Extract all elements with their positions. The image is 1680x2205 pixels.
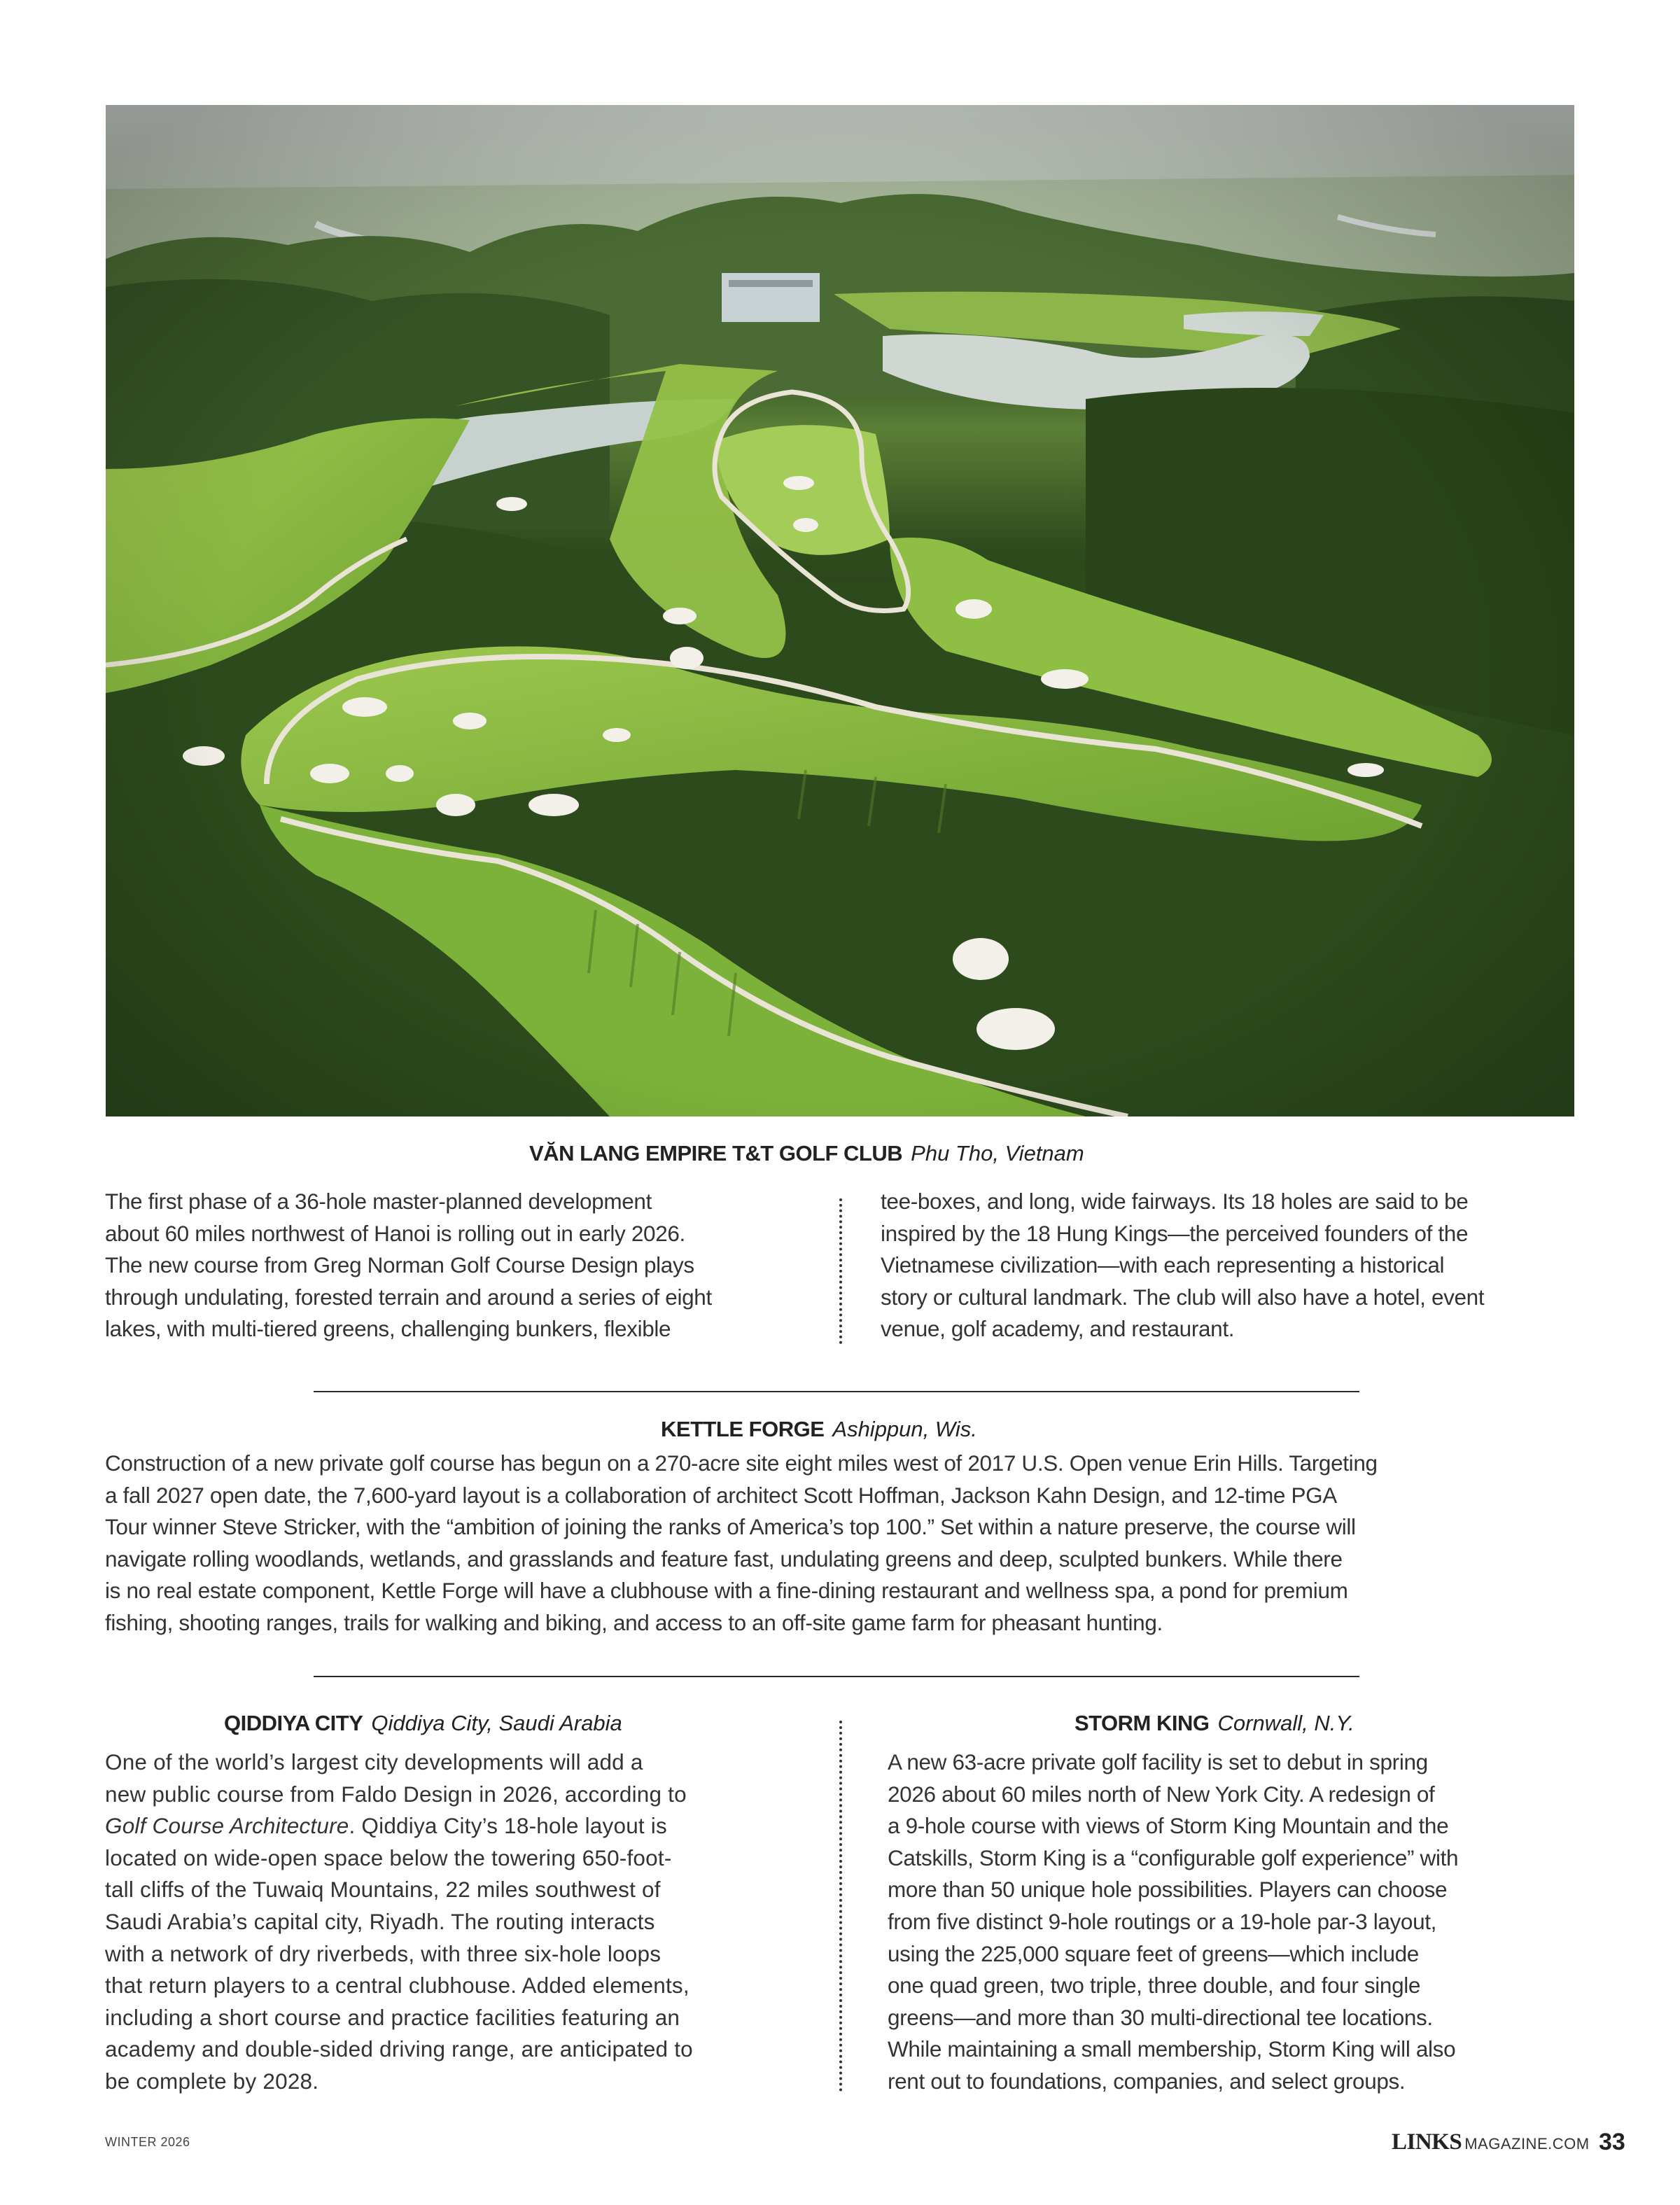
- page-number: 33: [1599, 2129, 1625, 2155]
- text-line: The new course from Greg Norman Golf Course Design plays: [105, 1252, 694, 1278]
- text-line: tall cliffs of the Tuwaiq Mountains, 22 miles southwest of: [105, 1877, 661, 1903]
- article-body-storm-king: [888, 1746, 1458, 2098]
- text-line: a 9-hole course with views of Storm King Mountain and the: [888, 1813, 1449, 1839]
- text-line: greens—and more than 30 multi-directional tee locations.: [888, 2004, 1433, 2030]
- course-name: VĂN LANG EMPIRE T&T GOLF CLUB: [529, 1141, 903, 1166]
- text-line: tee-boxes, and long, wide fairways. Its 18 holes are said to be: [881, 1189, 1469, 1214]
- text-line: about 60 miles northwest of Hanoi is rolling out in early 2026.: [105, 1220, 685, 1246]
- course-name: STORM KING: [1074, 1711, 1210, 1735]
- magazine-brand: [1392, 2129, 1590, 2155]
- text-line: The first phase of a 36-hole master-planned development: [105, 1189, 652, 1214]
- text-line: While maintaining a small membership, Storm King will also: [888, 2036, 1456, 2062]
- text-line: navigate rolling woodlands, wetlands, and grasslands and feature fast, undulating greens and deep, sculpted bunkers. While there: [105, 1546, 1343, 1572]
- publication-title: Golf Course Architecture: [105, 1813, 349, 1839]
- text-line: One of the world’s largest city developments will add a: [105, 1749, 643, 1774]
- text-line: through undulating, forested terrain and around a series of eight: [105, 1284, 712, 1310]
- issue-label: WINTER 2026: [105, 2135, 190, 2149]
- section-rule: [314, 1676, 1359, 1677]
- text-line: Saudi Arabia’s capital city, Riyadh. The routing interacts: [105, 1908, 655, 1934]
- text-line: Tour winner Steve Stricker, with the “ambition of joining the ranks of America’s top 100.” Set within a nature preserve, the course will: [105, 1514, 1356, 1540]
- text-line: that return players to a central clubhouse. Added elements,: [105, 1973, 690, 1998]
- text-line: from five distinct 9-hole routings or a 19-hole par-3 layout,: [888, 1908, 1437, 1934]
- text-line: a fall 2027 open date, the 7,600-yard layout is a collaboration of architect Scott Hoffman, Jackson Kahn Design, and 12-time PGA: [105, 1482, 1337, 1508]
- text-line: lakes, with multi-tiered greens, challenging bunkers, flexible: [105, 1316, 671, 1342]
- text-line: academy and double-sided driving range, are anticipated to: [105, 2036, 693, 2062]
- column-divider: [839, 1198, 842, 1344]
- text-line: is no real estate component, Kettle Forge will have a clubhouse with a fine-dining restaurant and wellness spa, a pond for premium: [105, 1578, 1348, 1604]
- text-line: using the 225,000 square feet of greens—which include: [888, 1940, 1419, 1966]
- text-line: more than 50 unique hole possibilities. Players can choose: [888, 1877, 1448, 1903]
- aerial-photo-illustration: [106, 105, 1574, 1116]
- column-divider: [839, 1721, 842, 2092]
- text-line: [105, 1810, 693, 1842]
- article-body-van-lang-col1: [105, 1186, 712, 1345]
- text-line: 2026 about 60 miles north of New York City. A redesign of: [888, 1781, 1435, 1807]
- article-body-qiddiya-city: [105, 1746, 693, 2098]
- text-line: Catskills, Storm King is a “configurable golf experience” with: [888, 1844, 1459, 1870]
- text-line: rent out to foundations, companies, and select groups.: [888, 2068, 1406, 2094]
- text-line: fishing, shooting ranges, trails for walking and biking, and access to an off-site game farm for pheasant hunting.: [105, 1609, 1163, 1635]
- text-line: new public course from Faldo Design in 2026, according to: [105, 1781, 687, 1807]
- text-line: with a network of dry riverbeds, with three six-hole loops: [105, 1940, 662, 1966]
- course-location: Qiddiya City, Saudi Arabia: [371, 1711, 622, 1735]
- article-heading-storm-king: [1074, 1709, 1354, 1737]
- article-heading-kettle-forge: [661, 1415, 977, 1443]
- text-line: located on wide-open space below the towering 650-foot-: [105, 1844, 672, 1870]
- brand-logo: LINKS: [1392, 2129, 1462, 2155]
- course-name: KETTLE FORGE: [661, 1417, 825, 1441]
- brand-site: MAGAZINE.COM: [1464, 2135, 1590, 2152]
- text-line: including a short course and practice facilities featuring an: [105, 2004, 680, 2030]
- text-fragment: . Qiddiya City’s 18-hole layout is: [349, 1813, 667, 1839]
- article-heading-van-lang: [529, 1140, 1084, 1168]
- section-rule: [314, 1391, 1359, 1392]
- text-line: Vietnamese civilization—with each representing a historical: [881, 1252, 1445, 1278]
- article-body-kettle-forge: [105, 1448, 1378, 1639]
- course-location: Phu Tho, Vietnam: [911, 1141, 1084, 1166]
- text-line: story or cultural landmark. The club will also have a hotel, event: [881, 1284, 1485, 1310]
- text-line: venue, golf academy, and restaurant.: [881, 1316, 1235, 1342]
- course-name: QIDDIYA CITY: [224, 1711, 363, 1735]
- course-location: Cornwall, N.Y.: [1217, 1711, 1354, 1735]
- article-heading-qiddiya-city: [224, 1709, 622, 1737]
- course-aerial-photo: [106, 105, 1574, 1116]
- article-body-van-lang-col2: [881, 1186, 1484, 1345]
- text-line: A new 63-acre private golf facility is set to debut in spring: [888, 1749, 1428, 1774]
- text-line: Construction of a new private golf course has begun on a 270-acre site eight miles west of 2017 U.S. Open venue Erin Hills. Targeting: [105, 1450, 1378, 1476]
- text-line: inspired by the 18 Hung Kings—the perceived founders of the: [881, 1220, 1469, 1246]
- course-location: Ashippun, Wis.: [832, 1417, 977, 1441]
- text-line: be complete by 2028.: [105, 2068, 319, 2094]
- text-line: one quad green, two triple, three double, and four single: [888, 1973, 1421, 1998]
